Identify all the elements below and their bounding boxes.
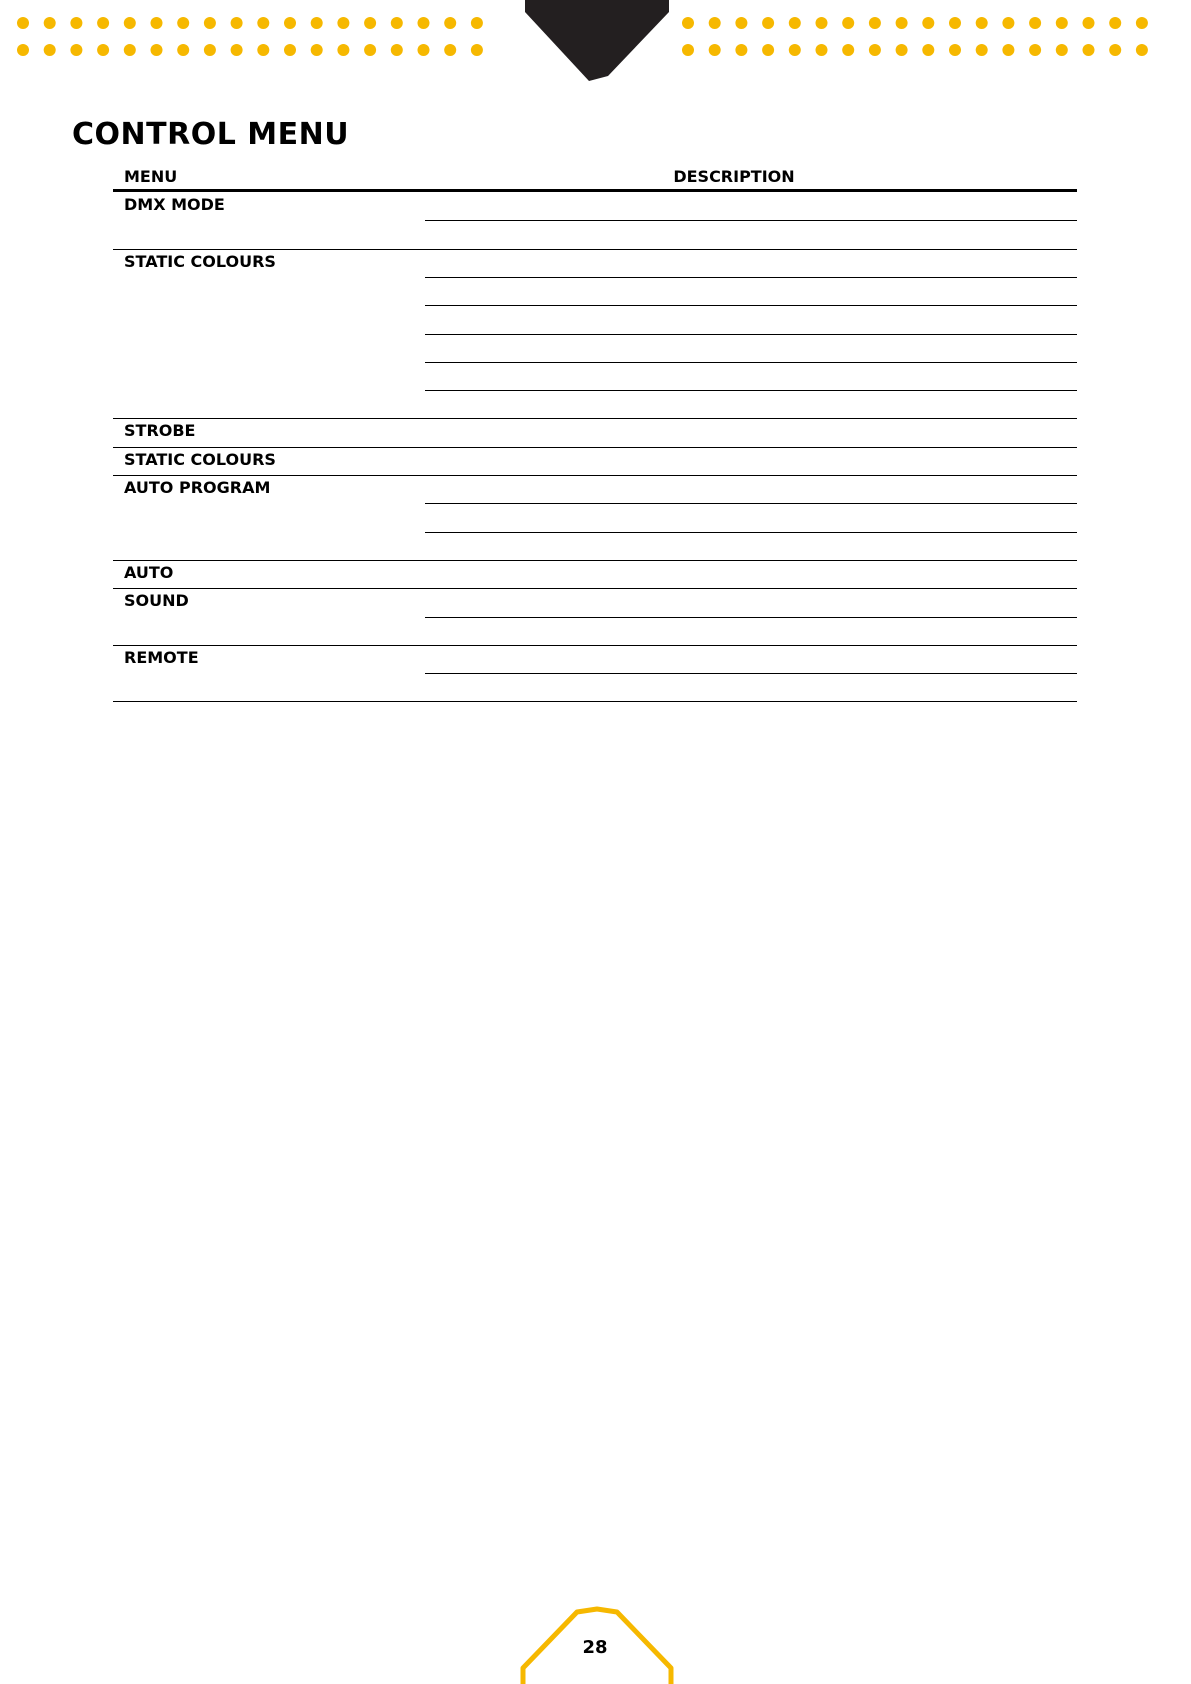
decorative-dot [762,17,774,29]
description-line [425,220,1077,221]
description-line [425,673,1077,674]
decorative-dot [284,17,296,29]
decorative-dot [231,17,243,29]
decorative-dot [789,17,801,29]
decorative-dot [17,44,29,56]
row-divider [113,701,1077,702]
decorative-dot [976,44,988,56]
decorative-dot [1136,17,1148,29]
decorative-dot [1109,44,1121,56]
menu-item-label: STROBE [124,421,196,441]
decorative-dot [869,44,881,56]
dot-pattern-left [17,17,483,56]
decorative-dot [869,17,881,29]
decorative-dot [842,44,854,56]
description-line [425,277,1077,278]
decorative-dot [1056,44,1068,56]
decorative-dot [896,44,908,56]
decorative-dot [816,17,828,29]
decorative-dot [1083,44,1095,56]
header-rule [113,189,1077,192]
decorative-dot [337,44,349,56]
header-chevron-shape [525,0,669,81]
description-line [425,362,1077,363]
decorative-dot [709,17,721,29]
description-line [425,334,1077,335]
decorative-dot [896,17,908,29]
decorative-dot [391,44,403,56]
decorative-dot [1029,44,1041,56]
decorative-dot [444,17,456,29]
decorative-dot [949,44,961,56]
decorative-dot [709,44,721,56]
description-line [425,305,1077,306]
decorative-dot [204,17,216,29]
decorative-dot [257,17,269,29]
page-title: CONTROL MENU [72,117,350,152]
decorative-dot [311,17,323,29]
column-header-description: DESCRIPTION [673,167,795,186]
decorative-dot [762,44,774,56]
decorative-dot [364,17,376,29]
decorative-dot [391,17,403,29]
decorative-dot [471,17,483,29]
decorative-dot [231,44,243,56]
decorative-dot [204,44,216,56]
decorative-dot [311,44,323,56]
menu-item-label: STATIC COLOURS [124,251,276,271]
decorative-dot [151,44,163,56]
description-line [425,617,1077,618]
decorative-dot [976,17,988,29]
decorative-dot [124,44,136,56]
row-divider [113,560,1077,561]
decorative-dot [735,44,747,56]
decorative-dot [44,17,56,29]
column-header-menu: MENU [124,167,178,186]
decorative-dot [1002,44,1014,56]
decorative-dot [1002,17,1014,29]
dot-pattern-right [682,17,1148,56]
decorative-dot [949,17,961,29]
decorative-dot [44,44,56,56]
decorative-dot [284,44,296,56]
menu-item-label: SOUND [124,591,189,611]
page-number: 28 [582,1637,608,1658]
header-decoration [0,0,1191,90]
decorative-dot [1029,17,1041,29]
row-divider [113,418,1077,419]
menu-item-label: AUTO [124,562,174,582]
decorative-dot [789,44,801,56]
decorative-dot [70,17,82,29]
decorative-dot [177,44,189,56]
decorative-dot [17,17,29,29]
decorative-dot [70,44,82,56]
decorative-dot [1083,17,1095,29]
menu-item-label: AUTO PROGRAM [124,478,271,497]
decorative-dot [1056,17,1068,29]
decorative-dot [97,44,109,56]
decorative-dot [444,44,456,56]
decorative-dot [816,44,828,56]
decorative-dot [177,17,189,29]
decorative-dot [1109,17,1121,29]
decorative-dot [337,17,349,29]
description-line [425,532,1077,533]
menu-item-label: REMOTE [124,647,199,667]
decorative-dot [922,17,934,29]
row-divider [113,645,1077,646]
description-line [425,390,1077,391]
decorative-dot [922,44,934,56]
decorative-dot [735,17,747,29]
description-line [425,503,1077,504]
decorative-dot [418,44,430,56]
decorative-dot [842,17,854,29]
menu-item-label: DMX MODE [124,195,225,214]
decorative-dot [124,17,136,29]
row-divider [113,588,1077,589]
decorative-dot [1136,44,1148,56]
decorative-dot [97,17,109,29]
decorative-dot [151,17,163,29]
decorative-dot [257,44,269,56]
decorative-dot [364,44,376,56]
decorative-dot [418,17,430,29]
menu-item-label: STATIC COLOURS [124,449,276,469]
decorative-dot [471,44,483,56]
decorative-dot [682,17,694,29]
decorative-dot [682,44,694,56]
